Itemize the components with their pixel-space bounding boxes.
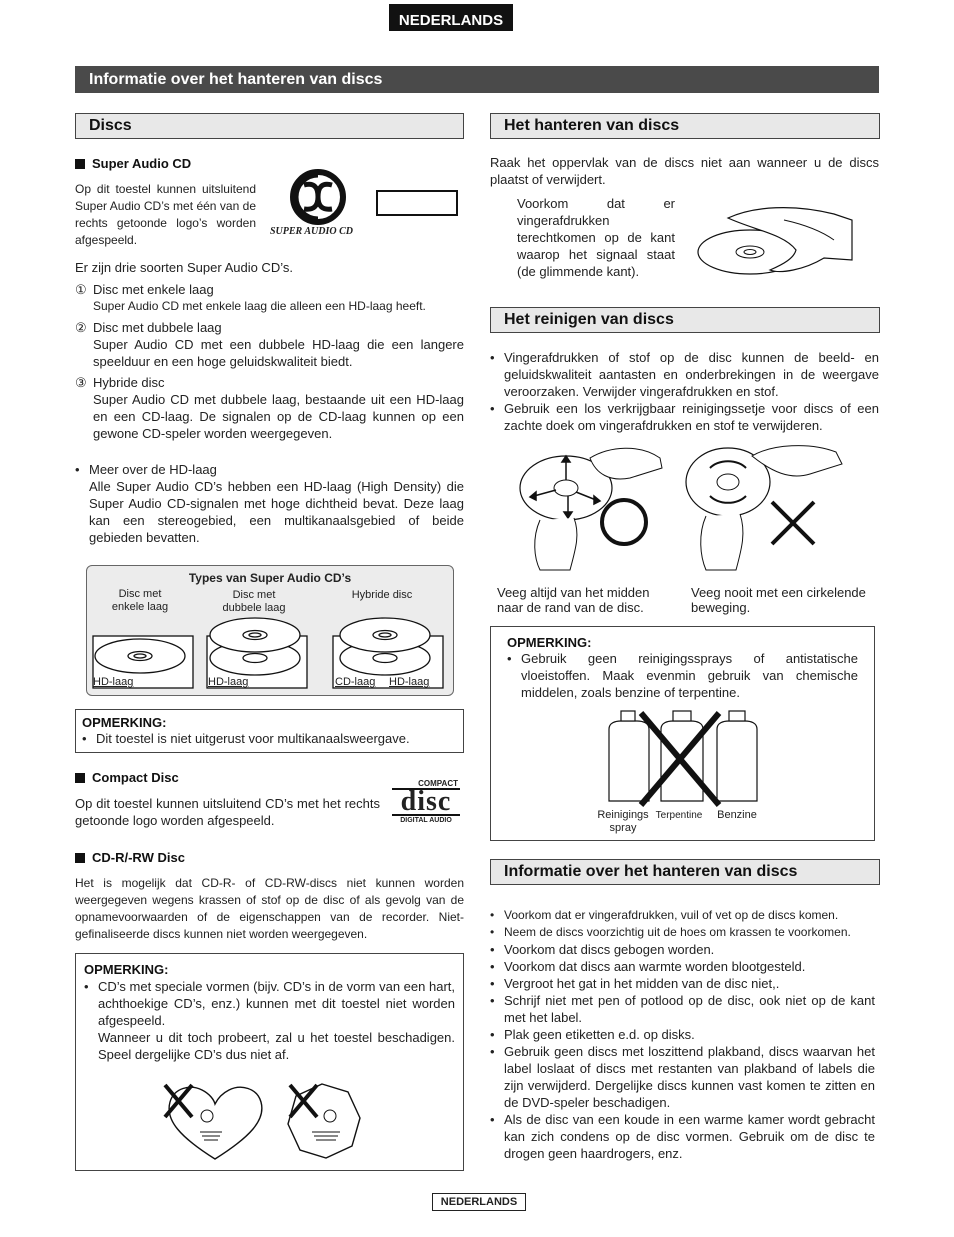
sacd-type-item: [75, 374, 464, 391]
cleaning-list: [490, 349, 879, 434]
info-item: • Voorkom dat discs gebogen worden.: [490, 941, 875, 958]
main-title-bar: Informatie over het hanteren van discs: [75, 66, 879, 93]
type-number: ②: [75, 320, 87, 335]
correct-circle-icon: [602, 500, 646, 544]
sacd-heading: Super Audio CD: [75, 156, 191, 171]
type-description: Super Audio CD met een dubbele HD-laag die een langere speelduur en een hoge geluidskwaliteit biedt.: [93, 337, 464, 369]
type-title: Disc met dubbele laag: [93, 320, 222, 335]
info-item: • Voorkom dat er vingerafdrukken, vuil of vet op de discs komen.: [490, 907, 875, 924]
figure-col-single: Disc met enkele laag: [111, 588, 169, 613]
sacd-types-intro: Er zijn drie soorten Super Audio CD’s.: [75, 260, 293, 275]
special-shape-discs-illustration: [160, 1082, 380, 1162]
hd-layer-title: • Meer over de HD-laag: [75, 461, 464, 478]
info-item: • Plak geen etiketten e.d. op disks.: [490, 1026, 875, 1043]
sacd-type-item: [75, 281, 464, 298]
note-title: OPMERKING:: [82, 715, 167, 730]
type-title: Hybride disc: [93, 375, 165, 390]
cd-logo-mid: disc: [392, 788, 460, 816]
benzine-bottle-icon: [717, 721, 757, 801]
spray-bottle-icon: [609, 721, 649, 801]
handling-text: Raak het oppervlak van de discs niet aan wanneer u de discs plaatst of verwijdert.: [490, 155, 879, 187]
handling-text-2: Voorkom dat er vingerafdrukken terechtkomen op de kant waarop het signaal staat (de glimmende kant).: [517, 196, 675, 279]
caption-correct-wipe: Veeg altijd van het midden naar de rand van de disc.: [497, 585, 650, 615]
sacd-type-item: [75, 319, 464, 336]
figure-col-double: Disc met dubbele laag: [222, 589, 286, 614]
type-description: Super Audio CD met dubbele laag, bestaande uit een HD-laag en een CD-laag. De signalen op de CD-laag kunnen op een gewone CD-speler worden weergegeven.: [93, 392, 464, 441]
caption-wrong-wipe: Veeg nooit met een cirkelende beweging.: [691, 585, 866, 615]
type-title: Disc met enkele laag: [93, 282, 214, 297]
note-text: • CD’s met speciale vormen (bijv. CD’s in de vorm van een hart, achthoekige CD’s, enz.) kunnen met dit toestel niet worden afgespeeld.: [84, 978, 455, 1029]
cleaning-item: • Vingerafdrukken of stof op de disc kunnen de beeld- en geluidskwaliteit aantasten en onderbrekingen in de weergave veroorzaken. Verwijder vingerafdrukken en stof.: [490, 349, 879, 400]
label-cd-layer-hybrid: CD-laag: [335, 676, 376, 688]
language-tab: NEDERLANDS: [389, 4, 513, 31]
sacd-logo-text: SUPER AUDIO CD: [270, 226, 353, 237]
handling-section-title: Het hanteren van discs: [490, 113, 880, 139]
cleaning-section-title: Het reinigen van discs: [490, 307, 880, 333]
type-number: ①: [75, 282, 87, 297]
info-item: • Schrijf niet met pen of potlood op de disc, ook niet op de kant met het label.: [490, 992, 875, 1026]
info-section-title: Informatie over het hanteren van discs: [490, 859, 880, 885]
cdr-heading: CD-R/-RW Disc: [75, 850, 185, 865]
type-number: ③: [75, 375, 87, 390]
discs-section-title: Discs: [75, 113, 464, 139]
wrong-cross-icon: [772, 502, 814, 544]
cleaning-illustration: [510, 438, 880, 578]
sacd-logo: [268, 168, 372, 240]
info-item: • Neem de discs voorzichtig uit de hoes om krassen te voorkomen.: [490, 924, 875, 941]
footer-language-tab: NEDERLANDS: [432, 1193, 526, 1211]
note-text: • Gebruik geen reinigingssprays of antistatische vloeistoffen. Maak evenmin gebruik van chemische middelen, zoals benzine of terpentine.: [507, 650, 858, 701]
info-list: [490, 907, 875, 1162]
hand-holding-disc-illustration: [684, 200, 856, 280]
hd-layer-info: [75, 461, 464, 546]
note-cleaning-sprays: [490, 626, 875, 841]
sacd-types-figure: [86, 565, 454, 696]
label-hd-layer-double: HD-laag: [208, 676, 249, 688]
cd-logo-top: COMPACT: [418, 779, 458, 788]
info-item: • Vergroot het gat in het midden van de disc niet,.: [490, 975, 875, 992]
note-multichannel: [75, 709, 464, 753]
cd-text: Op dit toestel kunnen uitsluitend CD’s met het rechts getoonde logo worden afgespeeld.: [75, 796, 380, 828]
note-text-2: Wanneer u dit toch probeert, zal u het toestel beschadigen. Speel dergelijke CD’s dus niet af.: [98, 1030, 455, 1062]
hd-layer-text: Alle Super Audio CD’s hebben een HD-laag (High Density) die Super Audio CD-signalen met hoge dichtheid bevat. Deze laag kan een stereogebied, een multikanaalsgebied of beide gebieden bevatten.: [89, 479, 464, 545]
label-turpentine: Terpentine: [655, 810, 703, 821]
label-cleaning-spray: Reinigings spray: [597, 809, 649, 834]
cd-logo-bottom: DIGITAL AUDIO: [400, 817, 452, 824]
figure-title: Types van Super Audio CD’s: [188, 571, 352, 585]
cd-heading: Compact Disc: [75, 770, 179, 785]
type-description: Super Audio CD met enkele laag die alleen een HD-laag heeft.: [93, 299, 426, 313]
label-hd-layer-hybrid: HD-laag: [389, 676, 430, 688]
note-text: • Dit toestel is niet uitgerust voor multikanaalsweergave.: [82, 730, 457, 747]
note-title: OPMERKING:: [507, 635, 592, 650]
note-special-shapes: [75, 953, 464, 1171]
info-item: • Voorkom dat discs aan warmte worden blootgesteld.: [490, 958, 875, 975]
hand-holding-icon-2: [701, 514, 743, 570]
label-benzine: Benzine: [717, 809, 757, 821]
label-hd-layer-single: HD-laag: [93, 676, 134, 688]
sacd-intro: Op dit toestel kunnen uitsluitend Super Audio CD’s met één van de rechts getoonde logo’s worden afgespeeld.: [75, 182, 256, 247]
cleaning-item: • Gebruik een los verkrijgbaar reinigingssetje voor discs of een zachte doek om vingerafdrukken en stof te verwijderen.: [490, 400, 879, 434]
info-item: • Gebruik geen discs met loszittend plakband, discs waarvan het label loslaat of discs met restanten van plakband of labels die zijn verwijderd. Dergelijke discs kunnen vast komen te zitten en de DVD-speler beschadigen.: [490, 1043, 875, 1111]
bottles-illustration: [603, 709, 763, 809]
figure-col-hybrid: Hybride disc: [351, 589, 413, 601]
sacd-types-list: [75, 281, 464, 442]
cdr-text: Het is mogelijk dat CD-R- of CD-RW-discs niet kunnen worden weergegeven wegens krassen of stof op de disc of als gevolg van de opnamevoorwaarden of de eigenschappen van de recorder. Niet-gefinaliseerde discs kunnen niet worden weergegeven.: [75, 876, 464, 941]
hand-holding-icon: [535, 518, 577, 570]
info-item: • Als de disc van een koude in een warme kamer wordt gebracht kan zich condens op de disc vormen. Gebruik om de disc te drogen geen haardrogers, enz.: [490, 1111, 875, 1162]
logo-placeholder-box: [376, 190, 458, 216]
compact-disc-logo: [392, 779, 460, 824]
note-title: OPMERKING:: [84, 962, 169, 977]
